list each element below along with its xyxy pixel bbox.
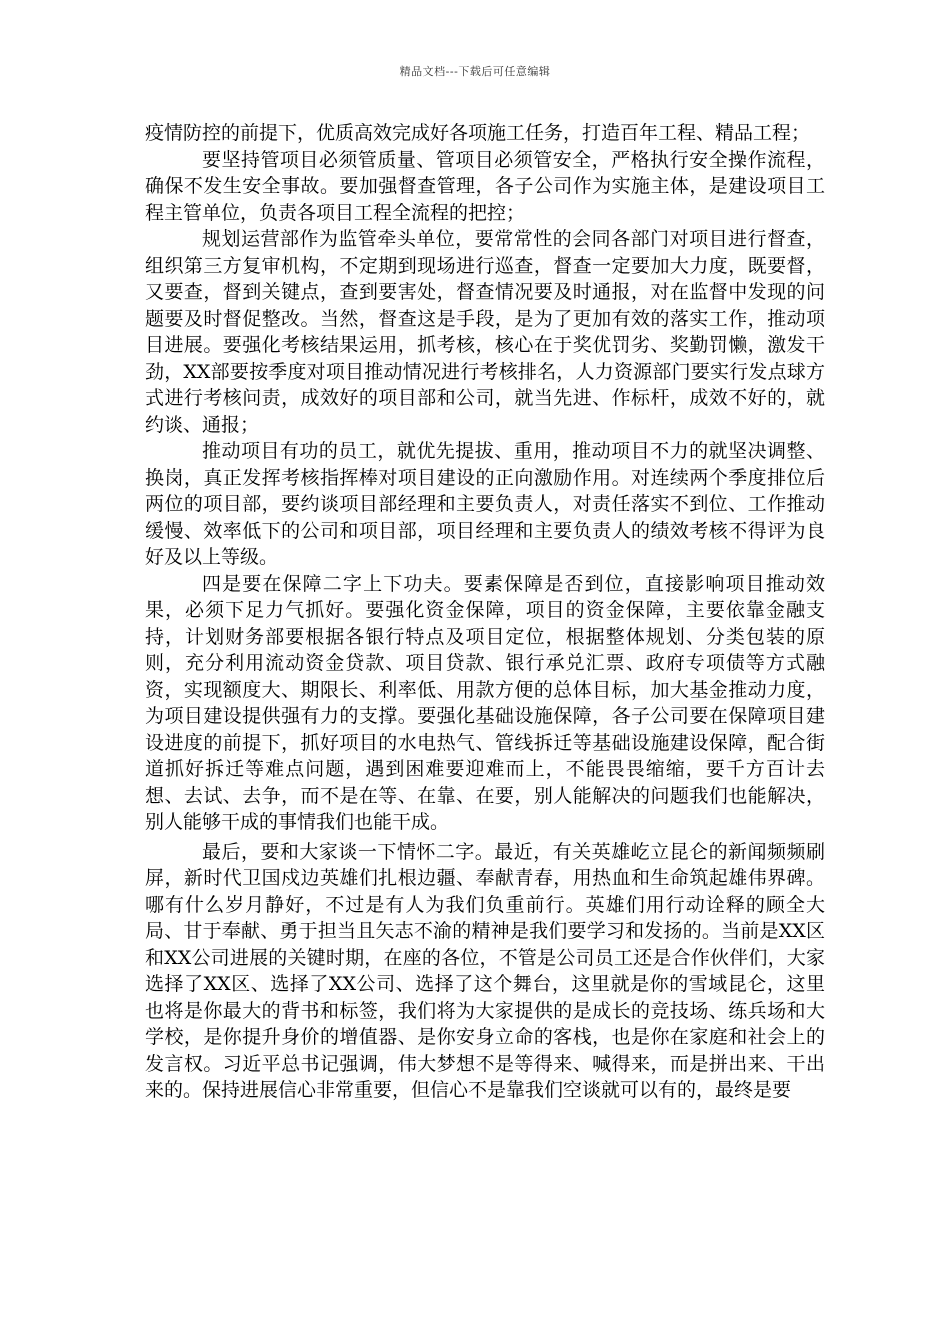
document-body: [145, 120, 825, 1104]
paragraph-4: 推动项目有功的员工，就优先提拔、重用，推动项目不力的就坚决调整、换岗，真正发挥考核指挥棒对项目建设的正向激励作用。对连续两个季度排位后两位的项目部，要约谈项目部经理和主要负责人，对责任落实不到位、工作推动缓慢、效率低下的公司和项目部，项目经理和主要负责人的绩效考核不得评为良好及以上等级。: [145, 440, 825, 568]
paragraph-5: 四是要在保障二字上下功夫。要素保障是否到位，直接影响项目推动效果，必须下足力气抓好。要强化资金保障，项目的资金保障，主要依靠金融支持，计划财务部要根据各银行特点及项目定位，根据整体规划、分类包装的原则，充分利用流动资金贷款、项目贷款、银行承兑汇票、政府专项债等方式融资，实现额度大、期限长、利率低、用款方便的总体目标，加大基金推动力度，为项目建设提供强有力的支撑。要强化基础设施保障，各子公司要在保障项目建设进度的前提下，抓好项目的水电热气、管线拆迁等基础设施建设保障，配合街道抓好拆迁等难点问题，遇到困难要迎难而上，不能畏畏缩缩，要千方百计去想、去试、去争，而不是在等、在靠、在要，别人能解决的问题我们也能解决，别人能够干成的事情我们也能干成。: [145, 572, 825, 833]
paragraph-2: 要坚持管项目必须管质量、管项目必须管安全，严格执行安全操作流程，确保不发生安全事故。要加强督查管理，各子公司作为实施主体，是建设项目工程主管单位，负责各项目工程全流程的把控；: [145, 148, 825, 224]
paragraph-6: 最后，要和大家谈一下情怀二字。最近，有关英雄屹立昆仑的新闻频频刷屏，新时代卫国戍边英雄们扎根边疆、奉献青春，用热血和生命筑起雄伟界碑。哪有什么岁月静好，不过是有人为我们负重前行。英雄们用行动诠释的顾全大局、甘于奉献、勇于担当且矢志不渝的精神是我们要学习和发扬的。当前是XX区和XX公司进展的关键时期，在座的各位，不管是公司员工还是合作伙伴们，大家选择了XX区、选择了XX公司、选择了这个舞台，这里就是你的雪域昆仑，这里也将是你最大的背书和标签，我们将为大家提供的是成长的竞技场、练兵场和大学校，是你提升身价的增值器、是你安身立命的客栈，也是你在家庭和社会上的发言权。习近平总书记强调，伟大梦想不是等得来、喊得来，而是拼出来、干出来的。保持进展信心非常重要，但信心不是靠我们空谈就可以有的，最终是要: [145, 840, 825, 1101]
paragraph-1: 疫情防控的前提下，优质高效完成好各项施工任务，打造百年工程、精品工程；: [145, 122, 811, 144]
paragraph-3: 规划运营部作为监管牵头单位，要常常性的会同各部门对项目进行督查，组织第三方复审机构，不定期到现场进行巡查，督查一定要加大力度，既要督，又要查，督到关键点，查到要害处，督查情况要及时通报，对在监督中发现的问题要及时督促整改。当然，督查这是手段，是为了更加有效的落实工作，推动项目进展。要强化考核结果运用，抓考核，核心在于奖优罚劣、奖勤罚懒，激发干劲，XX部要按季度对项目推动情况进行考核排名，人力资源部门要实行发点球方式进行考核问责，成效好的项目部和公司，就当先进、作标杆，成效不好的，就约谈、通报；: [145, 228, 825, 436]
page-header: 精品文档---下载后可任意编辑: [399, 65, 551, 78]
